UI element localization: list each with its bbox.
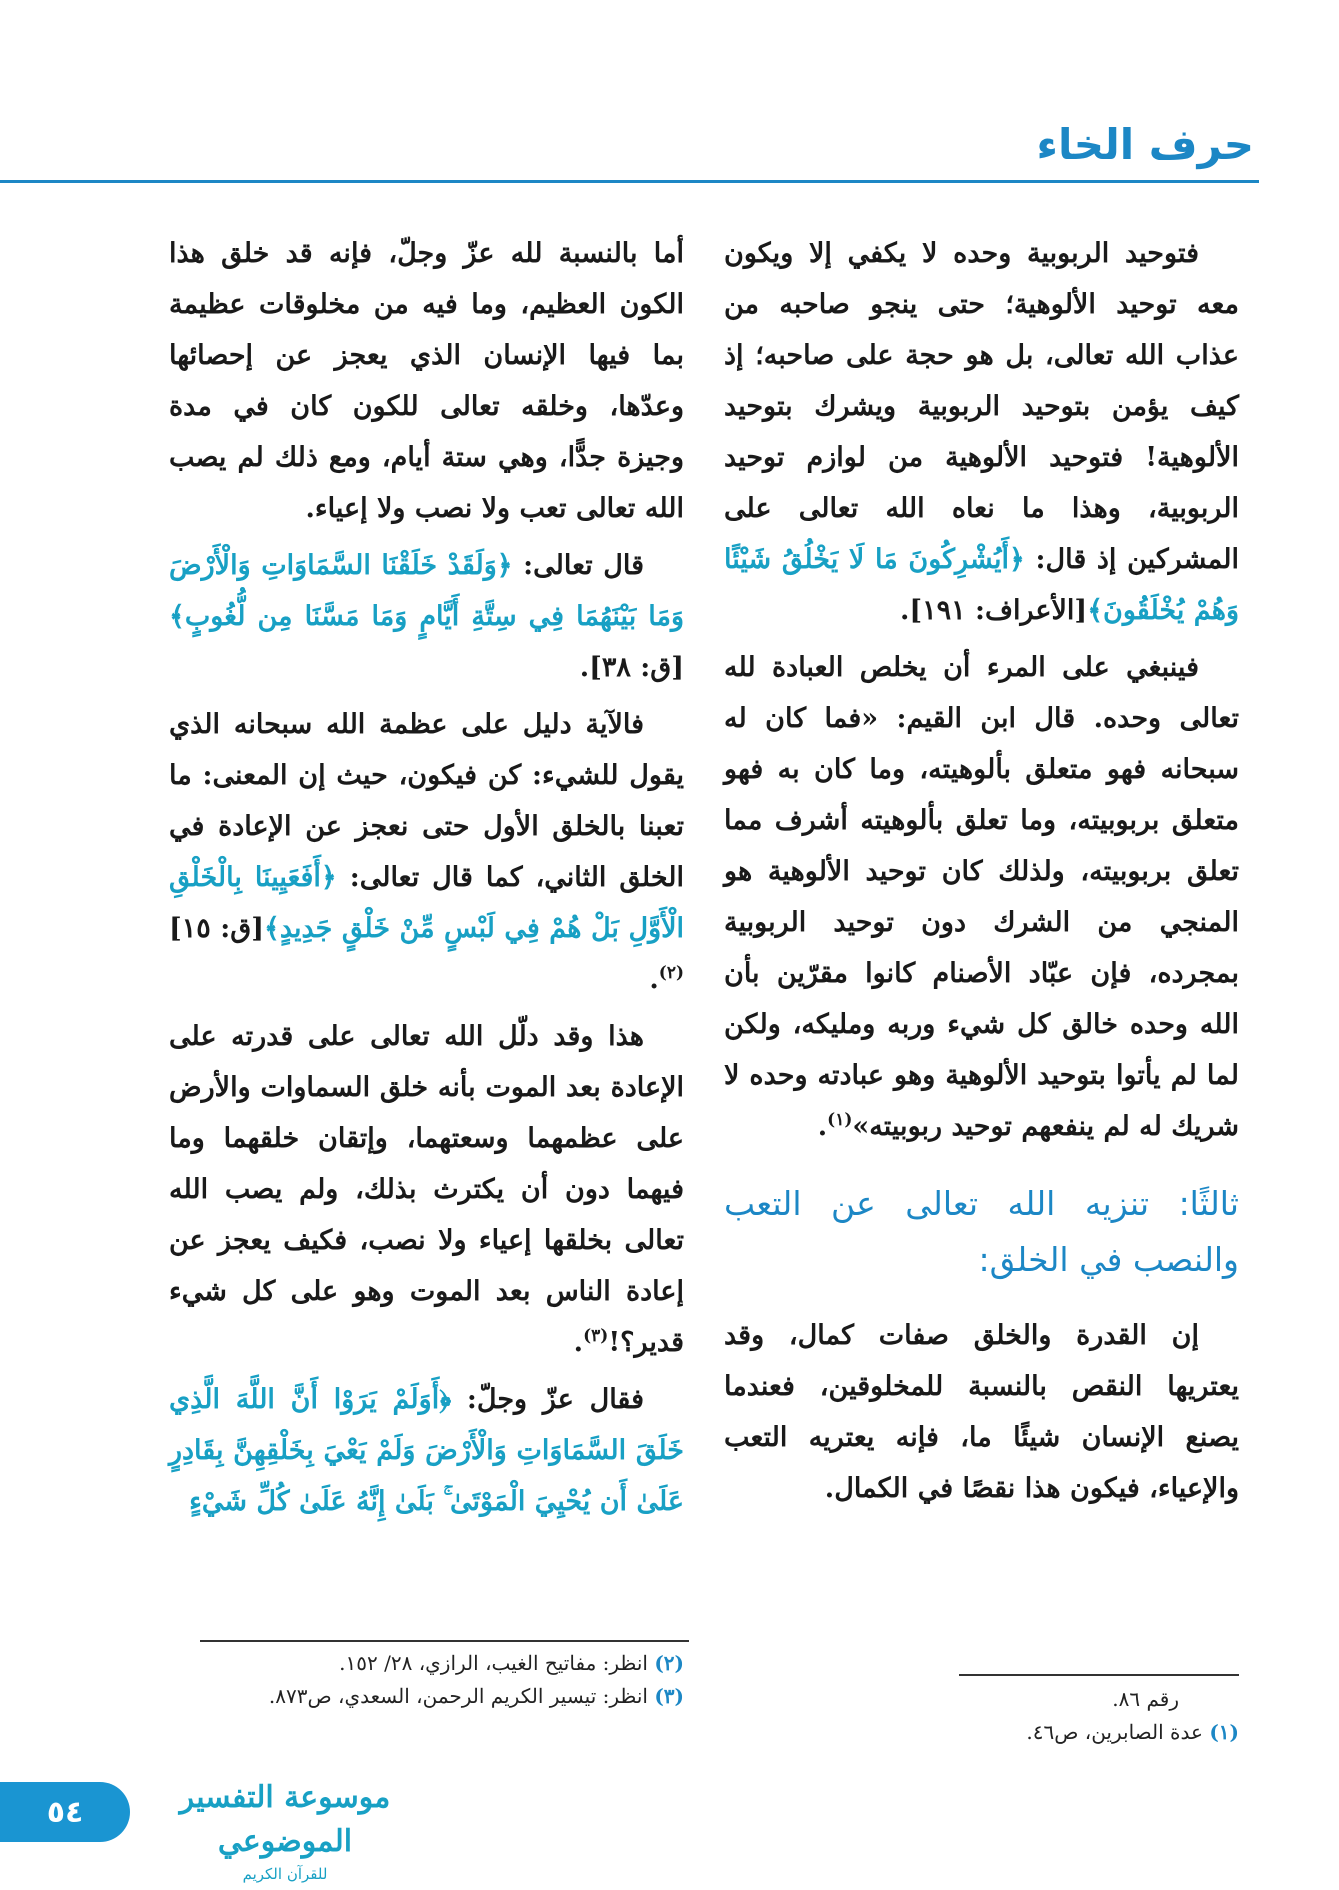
footnote-number: (١) — [1209, 1720, 1239, 1744]
footnotes-right — [724, 1684, 1239, 1750]
footnote-text: انظر: مفاتيح الغيب، الرازي، ٢٨/ ١٥٢. — [339, 1651, 648, 1675]
footnote-marker: (١) — [827, 1110, 853, 1130]
paragraph-text: فالآية دليل على عظمة الله سبحانه الذي يقول للشيء: كن فيكون، حيث إن المعنى: ما تعبنا بالخلق الأول حتى نعجز عن الإعادة في الخلق الثاني، كما قال تعالى: — [169, 709, 684, 893]
quran-verse: ﴿أَوَلَمْ يَرَوْا أَنَّ اللَّهَ الَّذِي خَلَقَ السَّمَاوَاتِ وَالْأَرْضَ وَلَمْ يَعْيَ بِخَلْقِهِنَّ بِقَادِرٍ عَلَىٰ أَن يُحْيِيَ الْمَوْتَىٰ ۚ بَلَىٰ إِنَّهُ عَلَىٰ كُلِّ شَيْءٍ — [169, 1384, 684, 1517]
footnote — [169, 1648, 684, 1679]
footnotes-left — [169, 1648, 684, 1714]
footnote-continuation: رقم ٨٦. — [1112, 1687, 1179, 1711]
footnote-marker: (٢) — [658, 963, 684, 983]
paragraph — [724, 228, 1239, 636]
verse-reference: [ق: ٣٨]. — [579, 652, 684, 683]
left-column — [169, 228, 684, 1533]
footnote-number: (٣) — [654, 1684, 684, 1708]
quran-verse: ﴿أَفَعَيِينَا بِالْخَلْقِ الْأَوَّلِ بَلْ هُمْ فِي لَبْسٍ مِّنْ خَلْقٍ جَدِيدٍ﴾ — [169, 862, 685, 944]
right-column — [724, 228, 1239, 1520]
footnote — [724, 1717, 1239, 1748]
footnote-divider — [200, 1640, 689, 1642]
paragraph: فينبغي على المرء أن يخلص العبادة لله تعالى وحده. قال ابن القيم: «فما كان له سبحانه فهو متعلق بألوهيته، وما كان به فهو متعلق بربوبيته، وما تعلق بألوهيته أشرف مما تعلق بربوبيته، ولذلك كان توحيد الألوهية هو المنجي من الشرك دون توحيد الربوبية بمجرده، فإن عبّاد الأصنام كانوا مقرّين بأن الله وحده خالق كل شيء وربه ومليكه، ولكن لما لم يأتوا بتوحيد الألوهية وهو عبادته وحده لا شريك له لم ينفعهم توحيد ربوبيته»$^{(١)}$. — [724, 652, 1239, 1142]
paragraph-text: إن القدرة والخلق صفات كمال، وقد يعتريها النقص بالنسبة للمخلوقين، فعندما يصنع الإنسان شيئًا ما، فإنه يعتريه التعب والإعياء، فيكون هذا نقصًا في الكمال. — [724, 1320, 1239, 1504]
quran-verse: ﴿أَيُشْرِكُونَ مَا لَا يَخْلُقُ شَيْئًا وَهُمْ يُخْلَقُونَ﴾ — [724, 544, 1239, 626]
paragraph-text: فقال عزّ وجلّ: — [451, 1384, 644, 1415]
paragraph — [169, 228, 684, 534]
paragraph-text: فتوحيد الربوبية وحده لا يكفي إلا ويكون معه توحيد الألوهية؛ حتى ينجو صاحبه من عذاب الله تعالى، بل هو حجة على صاحبه؛ إذ كيف يؤمن بتوحيد الربوبية ويشرك بتوحيد الألوهية! فتوحيد الألوهية من لوازم توحيد الربوبية، وهذا ما نعاه الله تعالى على المشركين إذ قال: — [724, 238, 1239, 575]
paragraph — [724, 1310, 1239, 1514]
footnote-number: (٢) — [654, 1651, 684, 1675]
paragraph: هذا وقد دلّل الله تعالى على قدرته على الإعادة بعد الموت بأنه خلق السماوات والأرض على عظمهما وسعتهما، وإتقان خلقهما وما فيهما دون أن يكترث بذلك، ولم يصب الله تعالى بخلقها إعياء ولا نصب، فكيف يعجز عن إعادة الناس بعد الموت وهو على كل شيء قدير؟!$^{(٣)}$. — [169, 1021, 684, 1358]
verse-reference: [ق: ١٥] — [169, 913, 264, 944]
paragraph-text: قال تعالى: — [512, 550, 644, 581]
paragraph — [169, 1374, 684, 1527]
footnote-text: انظر: تيسير الكريم الرحمن، السعدي، ص٨٧٣. — [268, 1684, 648, 1708]
footnote-marker: (٣) — [583, 1326, 609, 1346]
footnote — [169, 1681, 684, 1712]
footnote-text: عدة الصابرين، ص٤٦. — [1026, 1720, 1203, 1744]
paragraph-text: أما بالنسبة لله عزّ وجلّ، فإنه قد خلق هذا الكون العظيم، وما فيه من مخلوقات عظيمة بما فيها الإنسان الذي يعجز عن إحصائها وعدّها، وخلقه تعالى للكون كان في مدة وجيزة جدًّا، وهي ستة أيام، ومع ذلك لم يصب الله تعالى تعب ولا نصب ولا إعياء. — [169, 238, 684, 524]
footnote-divider — [959, 1674, 1239, 1676]
encyclopedia-logo — [150, 1776, 420, 1883]
page-header-title: حرف الخاء — [1036, 120, 1254, 169]
section-heading: ثالثًا: تنزيه الله تعالى عن التعب والنصب في الخلق: — [724, 1184, 1239, 1279]
paragraph — [169, 540, 684, 693]
logo-subtitle: للقرآن الكريم — [242, 1865, 328, 1883]
paragraph-text: هذا وقد دلّل الله تعالى على قدرته على الإعادة بعد الموت بأنه خلق السماوات والأرض على عظمهما وسعتهما، وإتقان خلقهما وما فيهما دون أن يكترث بذلك، ولم يصب الله تعالى بخلقها إعياء ولا نصب، فكيف يعجز عن إعادة الناس بعد الموت وهو على كل شيء قدير؟! — [169, 1021, 684, 1358]
header-divider — [0, 180, 1259, 183]
page-number-badge: ٥٤ — [0, 1782, 130, 1842]
paragraph-text: فينبغي على المرء أن يخلص العبادة لله تعالى وحده. قال ابن القيم: «فما كان له سبحانه فهو متعلق بألوهيته، وما كان به فهو متعلق بربوبيته، وما تعلق بألوهيته أشرف مما تعلق بربوبيته، ولذلك كان توحيد الألوهية هو المنجي من الشرك دون توحيد الربوبية بمجرده، فإن عبّاد الأصنام كانوا مقرّين بأن الله وحده خالق كل شيء وربه ومليكه، ولكن لما لم يأتوا بتوحيد الألوهية وهو عبادته وحده لا شريك له لم ينفعهم توحيد ربوبيته» — [724, 652, 1239, 1142]
quran-verse: ﴿وَلَقَدْ خَلَقْنَا السَّمَاوَاتِ وَالْأَرْضَ وَمَا بَيْنَهُمَا فِي سِتَّةِ أَيَّامٍ وَمَا مَسَّنَا مِن لُّغُوبٍ﴾ — [169, 550, 684, 632]
paragraph: فالآية دليل على عظمة الله سبحانه الذي يقول للشيء: كن فيكون، حيث إن المعنى: ما تعبنا بالخلق الأول حتى نعجز عن الإعادة في الخلق الثاني، كما قال تعالى: ﴿أَفَعَيِينَا بِالْخَلْقِ الْأَوَّلِ بَلْ هُمْ فِي لَبْسٍ مِّنْ خَلْقٍ جَدِيدٍ﴾[ق: ١٥]$^{(٢)}$. — [169, 709, 685, 995]
logo-title: موسوعة التفسير الموضوعي — [179, 1780, 391, 1859]
verse-reference: [الأعراف: ١٩١]. — [899, 595, 1088, 626]
